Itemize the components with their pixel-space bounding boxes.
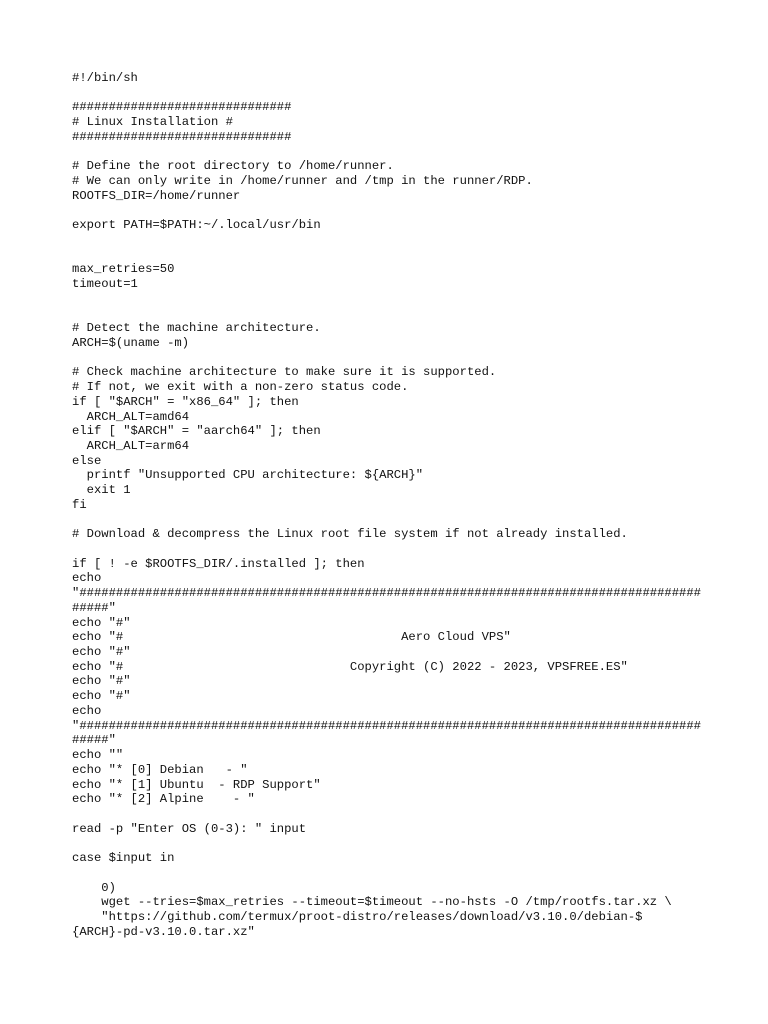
code-line: [72, 86, 712, 101]
code-line: 0): [72, 880, 116, 895]
code-line: "https://github.com/termux/proot-distro/releases/download/v3.10.0/debian-$: [72, 909, 643, 924]
code-line: echo "#": [72, 674, 131, 689]
code-line: [72, 807, 712, 822]
code-line: case $input in: [72, 851, 175, 866]
code-line: ##############################: [72, 129, 292, 144]
script-code-block: [72, 71, 712, 939]
code-line: ARCH_ALT=arm64: [72, 438, 190, 453]
code-line: [72, 203, 712, 218]
code-line: ##############################: [72, 100, 292, 115]
code-line: [72, 351, 712, 366]
code-line: else: [72, 453, 102, 468]
code-line: echo "* [0] Debian - ": [72, 762, 248, 777]
code-line: echo: [72, 703, 102, 718]
code-line: # Check machine architecture to make sure it is supported.: [72, 365, 497, 380]
code-line: #!/bin/sh: [72, 71, 138, 85]
code-line: fi: [72, 497, 87, 512]
code-line: [72, 307, 712, 322]
code-line: {ARCH}-pd-v3.10.0.tar.xz": [72, 924, 255, 939]
code-line: # Detect the machine architecture.: [72, 321, 321, 336]
code-line: [72, 248, 712, 263]
code-line: # Define the root directory to /home/runner.: [72, 159, 394, 174]
code-line: echo "* [1] Ubuntu - RDP Support": [72, 777, 321, 792]
code-line: echo "#": [72, 645, 131, 660]
code-line: "#####################################################################################: [72, 586, 701, 601]
code-line: timeout=1: [72, 277, 138, 292]
code-line: echo "#": [72, 615, 131, 630]
code-line: printf "Unsupported CPU architecture: ${ARCH}": [72, 468, 424, 483]
code-line: [72, 513, 712, 528]
code-line: ROOTFS_DIR=/home/runner: [72, 188, 241, 203]
code-line: ARCH_ALT=amd64: [72, 409, 190, 424]
code-line: read -p "Enter OS (0-3): " input: [72, 821, 307, 836]
code-line: export PATH=$PATH:~/.local/usr/bin: [72, 218, 321, 233]
code-line: wget --tries=$max_retries --timeout=$timeout --no-hsts -O /tmp/rootfs.tar.xz \: [72, 895, 672, 910]
code-line: [72, 542, 712, 557]
code-line: [72, 145, 712, 160]
code-line: "#####################################################################################: [72, 718, 701, 733]
code-line: echo "# Aero Cloud VPS": [72, 630, 511, 645]
code-line: # If not, we exit with a non-zero status code.: [72, 380, 409, 395]
code-line: echo "# Copyright (C) 2022 - 2023, VPSFREE.ES": [72, 659, 628, 674]
code-line: max_retries=50: [72, 262, 175, 277]
code-line: echo: [72, 571, 102, 586]
code-line: if [ "$ARCH" = "x86_64" ]; then: [72, 394, 299, 409]
code-line: [72, 233, 712, 248]
code-line: echo "": [72, 748, 124, 763]
code-line: ARCH=$(uname -m): [72, 335, 190, 350]
code-line: # Linux Installation #: [72, 115, 233, 130]
code-line: [72, 292, 712, 307]
code-line: #####": [72, 600, 116, 615]
code-line: [72, 866, 712, 881]
code-line: exit 1: [72, 483, 131, 498]
code-line: # We can only write in /home/runner and /tmp in the runner/RDP.: [72, 174, 533, 189]
code-line: elif [ "$ARCH" = "aarch64" ]; then: [72, 424, 321, 439]
code-line: echo "#": [72, 689, 131, 704]
code-line: # Download & decompress the Linux root file system if not already installed.: [72, 527, 628, 542]
code-line: if [ ! -e $ROOTFS_DIR/.installed ]; then: [72, 556, 365, 571]
code-line: [72, 836, 712, 851]
code-line: #####": [72, 733, 116, 748]
code-line: echo "* [2] Alpine - ": [72, 792, 255, 807]
